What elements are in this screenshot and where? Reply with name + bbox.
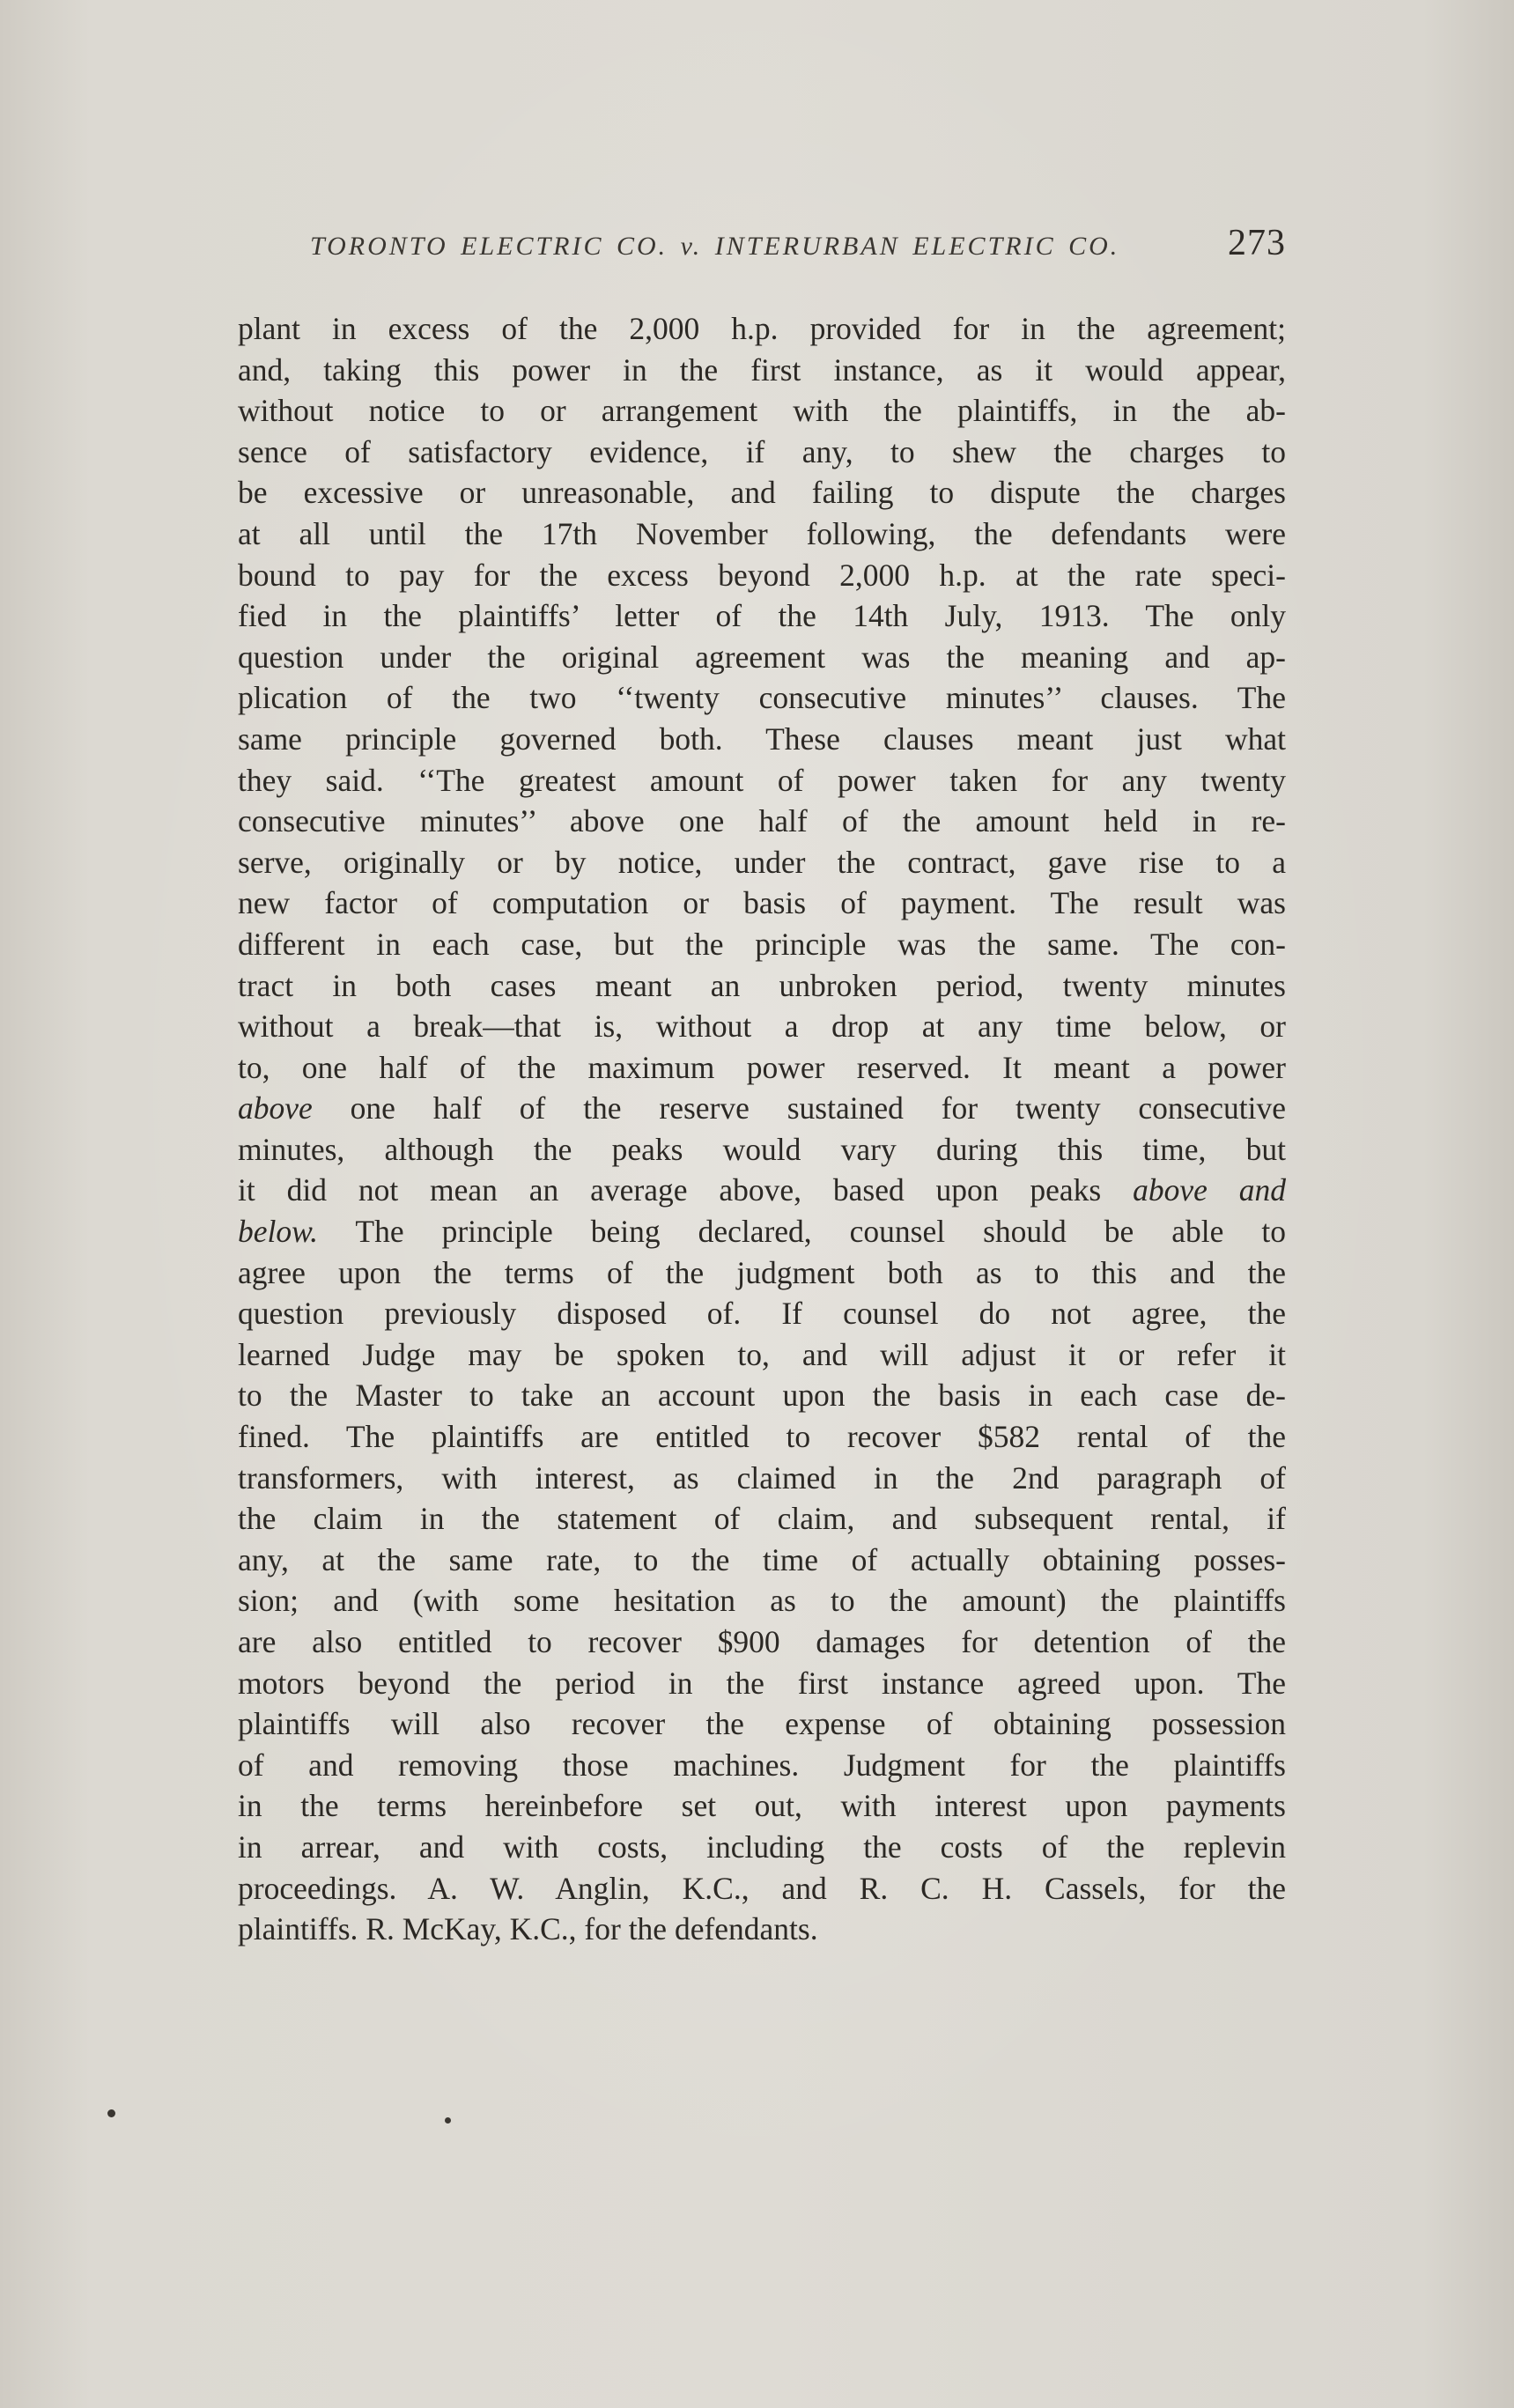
text-line: different in each case, but the principle was the same. The con-	[238, 926, 1286, 962]
running-title: TORONTO ELECTRIC CO. v. INTERURBAN ELECTRIC CO.	[310, 232, 1120, 261]
text-line: any, at the same rate, to the time of actually obtaining posses-	[238, 1541, 1286, 1577]
text-segment: The principle being declared, counsel should be able to	[318, 1214, 1286, 1250]
text-line: minutes, although the peaks would vary during this time, but	[238, 1131, 1286, 1167]
text-line: tract in both cases meant an unbroken period, twenty minutes	[238, 967, 1286, 1003]
ink-speck	[107, 2109, 115, 2117]
text-line: sion; and (with some hesitation as to the amount) the plaintiffs	[238, 1583, 1286, 1619]
text-line: to, one half of the maximum power reserved. It meant a power	[238, 1049, 1286, 1085]
text-line: are also entitled to recover $900 damages for detention of the	[238, 1624, 1286, 1659]
text-line: in arrear, and with costs, including the costs of the replevin	[238, 1828, 1286, 1865]
text-line: bound to pay for the excess beyond 2,000 h.p. at the rate speci-	[238, 557, 1286, 593]
text-line: agree upon the terms of the judgment both as to this and the	[238, 1254, 1286, 1290]
text-line: at all until the 17th November following, the defendants were	[238, 515, 1286, 551]
text-line	[238, 1088, 1286, 1129]
text-line: in the terms hereinbefore set out, with interest upon payments	[238, 1788, 1286, 1824]
text-line: proceedings. A. W. Anglin, K.C., and R. C. H. Cassels, for the	[238, 1870, 1286, 1906]
text-line: the claim in the statement of claim, and subsequent rental, if	[238, 1501, 1286, 1537]
text-line: they said. ‘‘The greatest amount of power taken for any twenty	[238, 762, 1286, 798]
text-segment: it did not mean an average above, based upon peaks	[238, 1172, 1134, 1208]
text-line: without notice to or arrangement with the plaintiffs, in the ab-	[238, 393, 1286, 429]
text-line: plication of the two ‘‘twenty consecutive minutes’’ clauses. The	[238, 680, 1286, 716]
italic-text: above	[238, 1090, 313, 1126]
text-line: without a break—that is, without a drop at any time below, or	[238, 1008, 1286, 1045]
page-number: 273	[1228, 223, 1286, 263]
text-line	[238, 1170, 1286, 1211]
text-line: learned Judge may be spoken to, and will adjust it or refer it	[238, 1336, 1286, 1372]
ink-speck	[445, 2117, 451, 2124]
text-line: and, taking this power in the first instance, as it would appear,	[238, 351, 1286, 388]
text-line: new factor of computation or basis of payment. The result was	[238, 885, 1286, 921]
text-line: same principle governed both. These clauses meant just what	[238, 720, 1286, 757]
running-head	[310, 222, 1286, 275]
text-line: sence of satisfactory evidence, if any, to shew the charges to	[238, 433, 1286, 469]
italic-text: below.	[238, 1214, 319, 1250]
text-line: plaintiffs will also recover the expense of obtaining possession	[238, 1706, 1286, 1742]
text-line: be excessive or unreasonable, and failing to dispute the charges	[238, 475, 1286, 511]
text-line: fined. The plaintiffs are entitled to recover $582 rental of the	[238, 1419, 1286, 1455]
text-line: motors beyond the period in the first instance agreed upon. The	[238, 1665, 1286, 1701]
text-line: fied in the plaintiffs’ letter of the 14th July, 1913. The only	[238, 598, 1286, 634]
italic-text: above and	[1133, 1172, 1287, 1208]
text-line: plant in excess of the 2,000 h.p. provided for in the agreement;	[238, 311, 1286, 346]
text-line: question under the original agreement was the meaning and ap-	[238, 639, 1286, 675]
text-line	[238, 1211, 1286, 1252]
text-line: to the Master to take an account upon the basis in each case de-	[238, 1378, 1286, 1414]
text-line: plaintiffs. R. McKay, K.C., for the defendants.	[238, 1911, 818, 1947]
text-line: question previously disposed of. If counsel do not agree, the	[238, 1296, 1286, 1332]
text-line: transformers, with interest, as claimed in the 2nd paragraph of	[238, 1459, 1286, 1496]
body-paragraph	[238, 308, 1286, 1950]
text-line: of and removing those machines. Judgment for the plaintiffs	[238, 1747, 1286, 1783]
text-line: serve, originally or by notice, under the contract, gave rise to a	[238, 844, 1286, 880]
text-line: consecutive minutes’’ above one half of the amount held in re-	[238, 803, 1286, 839]
text-segment: one half of the reserve sustained for twenty consecutive	[312, 1090, 1286, 1126]
